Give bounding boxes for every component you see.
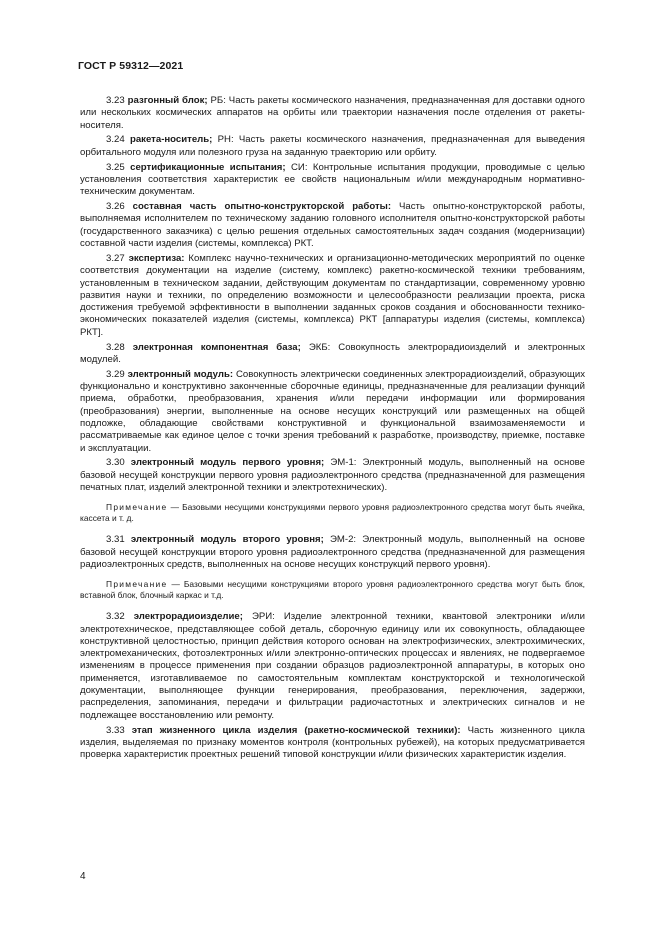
definition-3-28 bbox=[80, 342, 585, 367]
term-number: 3.23 bbox=[106, 95, 125, 106]
term-number: 3.27 bbox=[106, 252, 125, 264]
note-text: — Базовыми несущими конструкциями первого уровня радиоэлектронного средства могут быть ячейка, кассета и т. д. bbox=[80, 502, 585, 524]
term-definition: ЭМ-2: Электронный модуль, выполненный на основе базовой несущей конструкции второго уровня радиоэлектронного средства (предназначенной для размещения радиоэлектронных средств, выполненных на основе несущих конструкций первого уровня). bbox=[80, 534, 585, 570]
definition-3-33 bbox=[80, 725, 585, 762]
note-label: Примечание bbox=[106, 579, 168, 590]
term-name: электронная компонентная база; bbox=[132, 341, 301, 353]
definition-3-26 bbox=[80, 201, 585, 250]
term-definition: ЭРИ: Изделие электронной техники, квантовой электроники и/или электротехническое, представляющее собой деталь, сборочную единицу или их совокупность, обладающее конструктивной целостностью, принцип действия которого основан на электрофизических, электрохимических, электромеханических, фотоэлектронных и/или электронно-оптических процессах и явлениях, не подвергаемое изменениям в процессе применения при создании образцов радиоэлектронной аппаратуры, в которых оно применяется, изготавливаемое по самостоятельным комплектам конструкторской и технологической документации, выполняющее функции генерирования, преобразования, переключения, задержки, распределения, запоминания, передачи и фильтрации радиочастотных и электрических сигналов и не подлежащее восстановлению или ремонту. bbox=[80, 611, 585, 721]
definition-3-29 bbox=[80, 369, 585, 455]
term-name: электронный модуль: bbox=[127, 368, 234, 380]
term-definition: Часть жизненного цикла изделия, выделяемая по признаку моментов контроля (контрольных рубежей), на которых предусматривается проверка характеристик проектных решений типовой конструкции и/или физических характеристик изделия. bbox=[80, 724, 586, 761]
term-number: 3.32 bbox=[106, 611, 125, 623]
term-number: 3.25 bbox=[106, 161, 125, 173]
definition-3-24 bbox=[80, 134, 585, 159]
term-definition: Комплекс научно-технических и организационно-методических мероприятий по оценке соответствия документации на изделие (систему, комплекс) ракетно-космической техники требованиям, установленным в техническом задании, действующим документам по стандартизации, современному уровню развития науки и техники, по определению возможности и целесообразности реализации проекта, риска достижения требуемой эффективности в выполнении заданных сроков создания и обоснованности технико-экономических показателей изделия (системы, комплекса) РКТ [аппаратуры изделия (системы, комплекса) РКТ]. bbox=[80, 252, 585, 338]
term-name: разгонный блок; bbox=[127, 95, 208, 106]
term-definition: Часть опытно-конструкторской работы, выполняемая исполнителем по техническому заданию головного исполнителя опытно-конструкторской работы (государственного заказчика) с целью решения отдельных самостоятельных задач создания (модернизации) составной части изделия (системы, комплекса) РКТ. bbox=[80, 201, 585, 250]
standard-header: ГОСТ Р 59312—2021 bbox=[78, 60, 184, 72]
term-number: 3.31 bbox=[106, 534, 125, 546]
term-name: ракета-носитель; bbox=[129, 134, 213, 146]
term-definition: Совокупность электрически соединенных электрорадиоизделий, образующих функционально и конструктивно законченные сборочные единицы, предназначенные для реализации функций приема, обработки, преобразования, хранения и/или передачи информации или формирования (преобразования) энергии, выполненные на основе несущих конструкций или размещенных на общей подложке, обладающие свойствами конструктивной и функциональной взаимозаменяемости и рассматриваемые как единое целое с точки зрения требований к разработке, производству, приемке, поставке и эксплуатации. bbox=[80, 368, 585, 454]
term-definition: ЭКБ: Совокупность электрорадиоизделий и электронных модулей. bbox=[80, 341, 586, 365]
term-name: этап жизненного цикла изделия (ракетно-космической техники): bbox=[131, 724, 461, 736]
term-name: электронный модуль первого уровня; bbox=[130, 457, 325, 469]
term-definition: РБ: Часть ракеты космического назначения, предназначенная для доставки одного или нескольких космических аппаратов на орбиты или траектории назначения после отделения от ракеты-носителя. bbox=[80, 95, 585, 131]
document-body bbox=[80, 95, 585, 764]
term-definition: РН: Часть ракеты космического назначения, предназначенная для выведения орбитального модуля или полезного груза на заданную траекторию или орбиту. bbox=[80, 134, 585, 158]
definition-3-25 bbox=[80, 162, 585, 199]
page-number: 4 bbox=[80, 871, 86, 882]
term-name: экспертиза: bbox=[128, 252, 185, 264]
note-label: Примечание bbox=[106, 502, 168, 513]
definition-3-23 bbox=[80, 95, 585, 132]
term-number: 3.28 bbox=[106, 341, 125, 353]
term-number: 3.24 bbox=[106, 134, 125, 146]
term-number: 3.33 bbox=[106, 724, 125, 736]
term-name: сертификационные испытания; bbox=[130, 161, 286, 173]
term-definition: ЭМ-1: Электронный модуль, выполненный на основе базовой несущей конструкции первого уровня радиоэлектронного средства (предназначенной для размещения печатных плат, изделий электронной техники и электротехнических). bbox=[80, 457, 586, 494]
term-number: 3.30 bbox=[106, 457, 125, 469]
term-name: электронный модуль второго уровня; bbox=[130, 534, 324, 546]
term-number: 3.26 bbox=[106, 201, 125, 213]
note-text: — Базовыми несущими конструкциями второго уровня радиоэлектронного средства могут быть блок, вставной блок, блочный каркас и т.д. bbox=[80, 579, 585, 601]
definition-3-32 bbox=[80, 611, 585, 722]
term-name: электрорадиоизделие; bbox=[133, 611, 243, 623]
term-number: 3.29 bbox=[106, 368, 125, 380]
definition-3-30 bbox=[80, 457, 585, 494]
definition-3-27 bbox=[80, 253, 585, 339]
definition-3-31 bbox=[80, 534, 585, 571]
term-name: составная часть опытно-конструкторской работы: bbox=[132, 201, 392, 213]
term-definition: СИ: Контрольные испытания продукции, проводимые с целью установления соответствия характеристик ее свойств национальным и/или международным нормативно-техническим документам. bbox=[80, 161, 585, 198]
note-3-31 bbox=[80, 579, 585, 601]
note-3-30 bbox=[80, 502, 585, 524]
